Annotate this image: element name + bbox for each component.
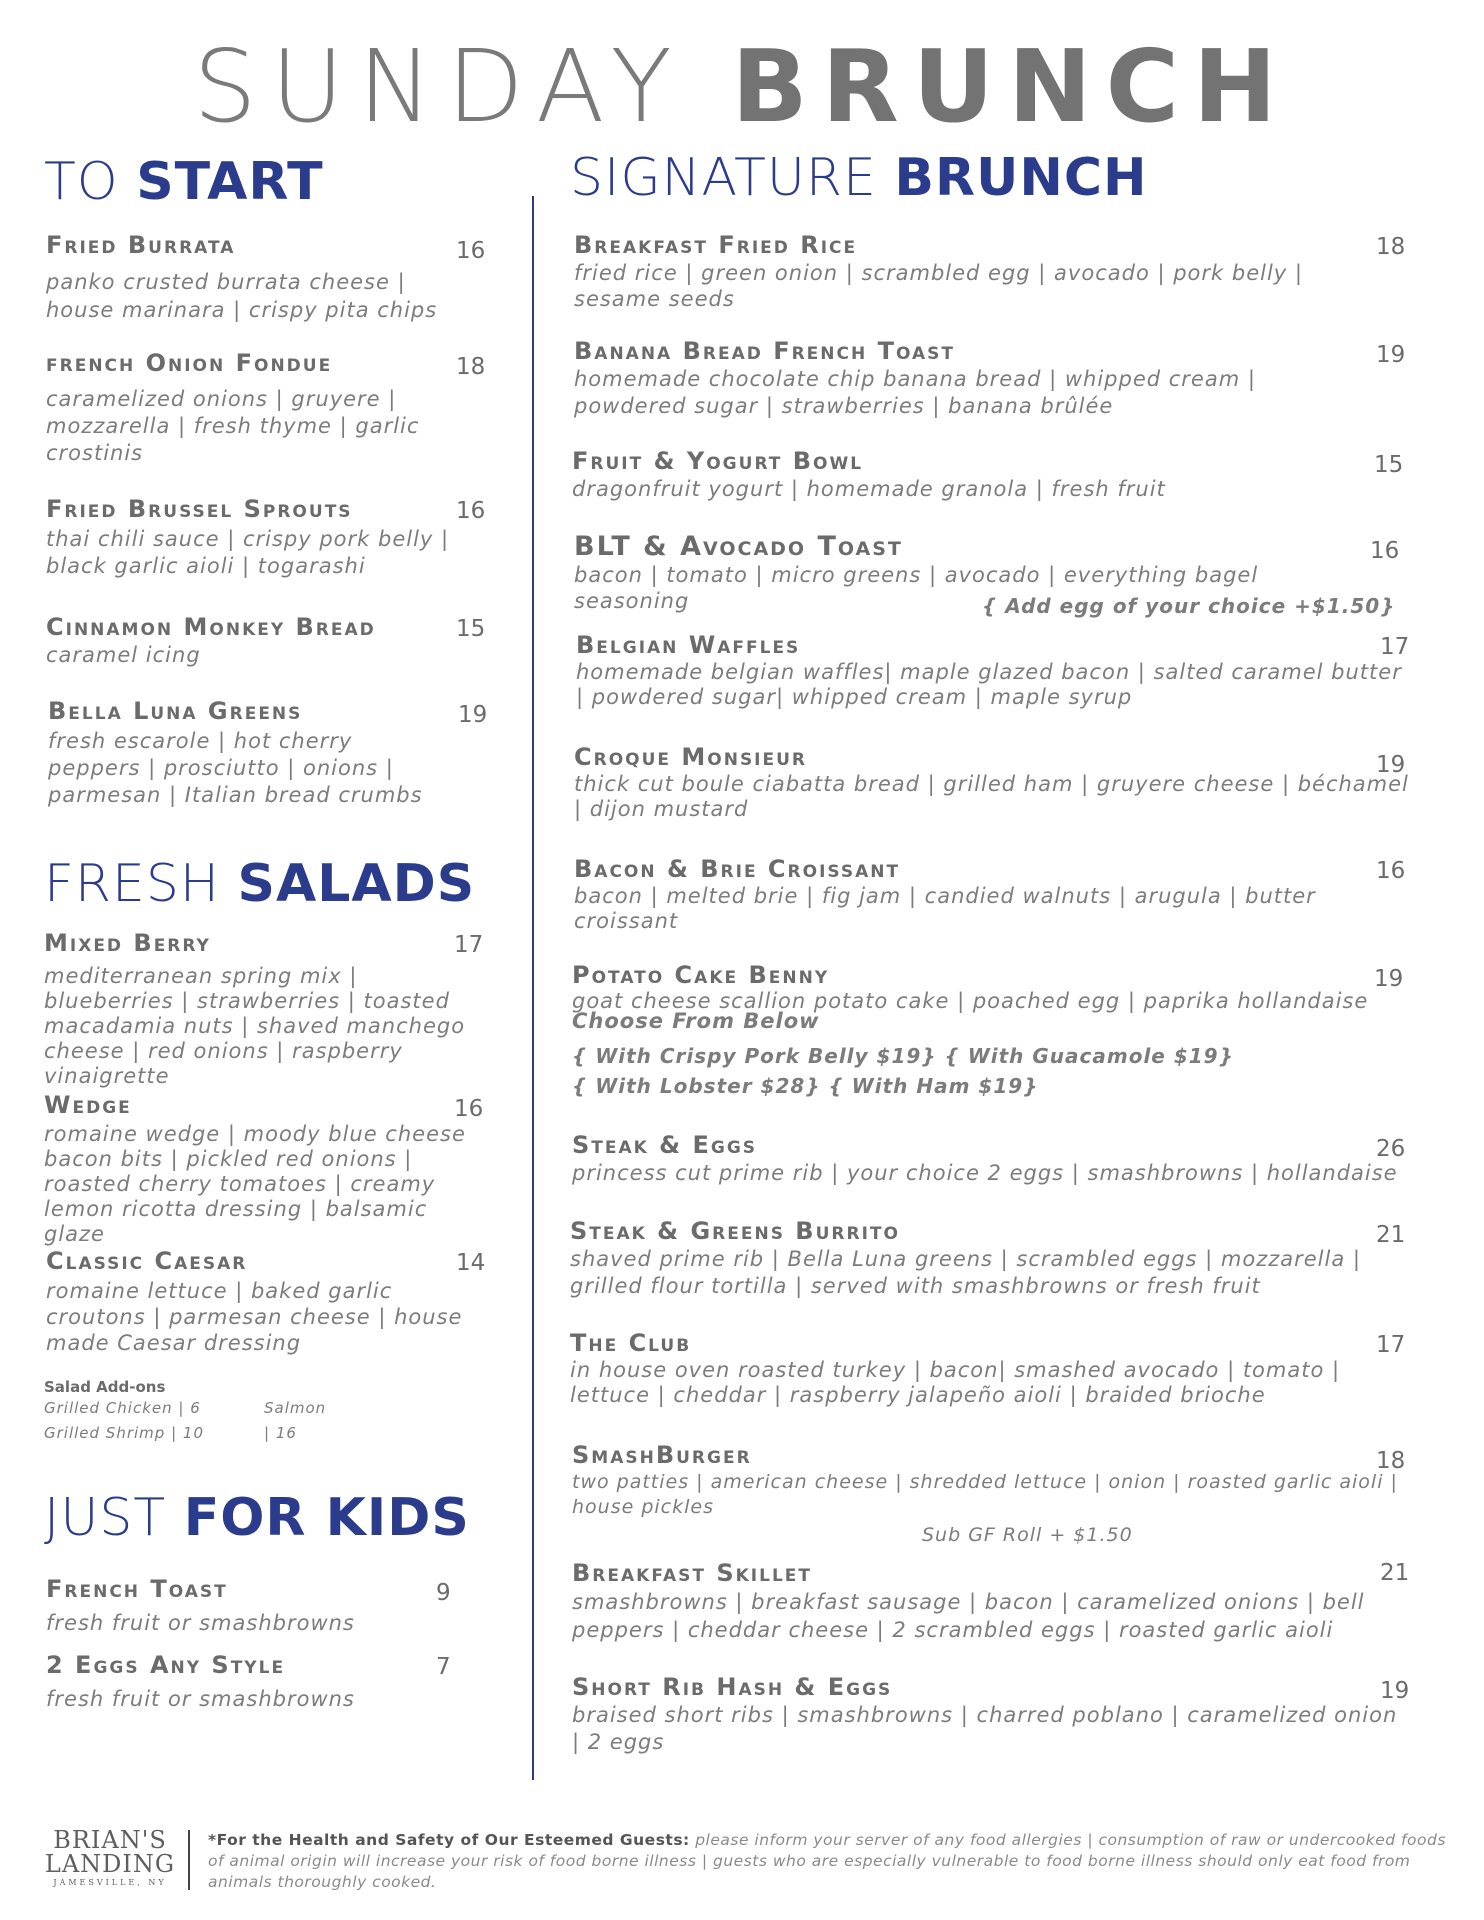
brians-landing-logo [40,1828,180,1887]
item-desc: homemade chocolate chip banana bread | whipped cream | powdered sugar | strawberries | banana brûlée [574,367,1256,418]
menu-item [574,336,1414,420]
item-name: 2 Eggs Any Style [46,1651,286,1679]
menu-item [46,494,486,580]
item-price: 19 [1376,342,1406,368]
item-options: { With Lobster $28} { With Ham $19} [572,1074,1039,1098]
logo-line: LANDING [44,1850,176,1878]
menu-item [48,696,488,809]
item-name: Belgian Waffles [576,631,801,659]
menu-item [572,1440,1412,1520]
item-desc: panko crusted burrata cheese | house marinara | crispy pita chips [46,270,438,322]
logo-line: BRIAN'S [53,1826,167,1854]
footer-divider [188,1830,190,1890]
item-name: French Toast [46,1575,228,1603]
menu-item [572,960,1412,1033]
item-note: Sub GF Roll + $1.50 [922,1524,1133,1546]
section-heading-to-start [44,152,324,212]
item-name: BLT & Avocado Toast [574,531,903,562]
item-name: Short Rib Hash & Eggs [572,1673,893,1701]
menu-item [46,348,486,467]
item-price: 18 [1376,234,1406,260]
item-price: 9 [436,1580,451,1606]
item-options: { With Crispy Pork Belly $19} { With Guacamole $19} [572,1044,1234,1068]
item-price: 19 [458,702,488,728]
addon-item: Grilled Chicken | 6 [44,1399,201,1417]
item-desc: fresh escarole | hot cherry peppers | prosciutto | onions | parmesan | Italian bread crumbs [48,729,423,807]
item-desc: in house oven roasted turkey | bacon| smashed avocado | tomato | lettuce | cheddar | raspberry jalapeño aioli | braided brioche [570,1358,1341,1407]
item-price: 16 [1376,858,1406,884]
item-name: Croque Monsieur [574,743,808,771]
title-light: SUNDAY [193,28,686,145]
item-name: Steak & Eggs [572,1131,758,1159]
item-price: 19 [1380,1678,1410,1704]
item-desc: two patties | american cheese | shredded lettuce | onion | roasted garlic aioli | house pickles [572,1471,1398,1518]
notice-lead: *For the Health and Safety of Our Esteemed Guests: [208,1831,690,1849]
item-price: 19 [1374,966,1404,992]
health-safety-notice [208,1830,1448,1893]
item-desc: goat cheese scallion potato cake | poached egg | paprika hollandaise [572,989,1369,1013]
item-name: Bacon & Brie Croissant [574,855,901,883]
item-name: SmashBurger [572,1441,752,1469]
section-heading-salads [44,854,475,914]
title-bold: BRUNCH [731,28,1291,145]
logo-line: JAMESVILLE, NY [53,1878,167,1887]
item-desc: smashbrowns | breakfast sausage | bacon | caramelized onions | bell peppers | cheddar cheese | 2 scrambled eggs | roasted garlic aioli [572,1590,1365,1642]
heading-bold: START [136,152,324,212]
item-desc: bacon | melted brie | fig jam | candied walnuts | arugula | butter croissant [574,884,1316,933]
heading-light: TO [44,152,119,212]
item-price: 16 [454,1096,484,1122]
item-price: 19 [1376,752,1406,778]
item-price: 18 [456,354,486,380]
heading-bold: SALADS [237,854,476,914]
item-name: Classic Caesar [46,1247,248,1275]
menu-item [572,446,1412,502]
item-price: 15 [456,616,486,642]
item-desc: thai chili sauce | crispy pork belly | black garlic aioli | togarashi [46,527,450,578]
item-name: Fried Brussel Sprouts [46,495,353,523]
item-name: Breakfast Skillet [572,1559,812,1587]
item-desc: romaine lettuce | baked garlic croutons | parmesan cheese | house made Caesar dressing [46,1279,463,1355]
item-desc: thick cut boule ciabatta bread | grilled ham | gruyere cheese | béchamel | dijon mustard [574,772,1409,821]
heading-bold: BRUNCH [894,148,1148,208]
menu-item [46,230,486,324]
item-price: 18 [1376,1448,1406,1474]
menu-item [46,1246,496,1356]
item-name: Fruit & Yogurt Bowl [572,447,864,475]
menu-item [570,1216,1410,1300]
item-name: french Onion Fondue [46,349,333,377]
menu-item [574,230,1414,312]
menu-item [574,742,1414,822]
item-price: 14 [456,1250,486,1276]
heading-light: JUST [44,1488,167,1548]
item-name: Banana Bread French Toast [574,337,955,365]
item-note: Choose From Below [572,1009,820,1033]
addons-title: Salad Add-ons [44,1378,166,1396]
item-desc: braised short ribs | smashbrowns | charred poblano | caramelized onion | 2 eggs [572,1703,1398,1754]
column-divider [532,196,534,1780]
item-name: Bella Luna Greens [48,697,303,725]
salad-addons [44,1378,327,1446]
menu-item [44,1090,494,1247]
menu-item [574,854,1414,934]
menu-item [46,1650,466,1712]
item-price: 16 [456,238,486,264]
item-name: The Club [570,1329,692,1357]
item-name: Potato Cake Benny [572,961,830,989]
section-heading-kids [44,1488,470,1548]
item-price: 17 [1380,634,1410,660]
item-price: 15 [1374,452,1404,478]
item-name: Breakfast Fried Rice [574,231,858,259]
item-desc: homemade belgian waffles| maple glazed bacon | salted caramel butter | powdered sugar| whipped cream | maple syrup [576,660,1402,709]
item-price: 17 [454,932,484,958]
item-desc: fresh fruit or smashbrowns [46,1611,355,1635]
item-desc: fried rice | green onion | scrambled egg | avocado | pork belly | sesame seeds [574,261,1303,311]
menu-item [44,928,494,1089]
page-title [0,28,1484,145]
item-price: 17 [1376,1332,1406,1358]
menu-item [572,1672,1412,1756]
heading-light: SIGNATURE [570,148,877,208]
item-desc: mediterranean spring mix | blueberries | strawberries | toasted macadamia nuts | shaved manchego cheese | red onions | raspberry vinaigrette [44,964,466,1088]
item-price: 26 [1376,1136,1406,1162]
menu-item [572,1130,1412,1186]
item-price: 21 [1380,1560,1410,1586]
menu-item [576,630,1416,710]
item-desc: dragonfruit yogurt | homemade granola | fresh fruit [572,477,1166,501]
item-price: 16 [456,498,486,524]
menu-item [46,612,486,668]
item-price: 21 [1376,1222,1406,1248]
item-name: Cinnamon Monkey Bread [46,613,376,641]
section-heading-signature [570,148,1148,208]
item-desc: caramel icing [46,643,201,667]
menu-item [570,1328,1410,1408]
item-note: { Add egg of your choice +$1.50} [982,594,1396,618]
item-desc: fresh fruit or smashbrowns [46,1687,355,1711]
item-name: Fried Burrata [46,231,236,259]
item-desc: shaved prime rib | Bella Luna greens | scrambled eggs | mozzarella | grilled flour tortilla | served with smashbrowns or fresh fruit [570,1247,1361,1298]
item-desc: princess cut prime rib | your choice 2 eggs | smashbrowns | hollandaise [572,1161,1398,1185]
item-name: Mixed Berry [44,929,211,957]
addon-item: Grilled Shrimp | 10 [44,1424,204,1442]
item-desc: bacon | tomato | micro greens | avocado | everything bagel seasoning [574,563,1259,613]
notice-text: please inform your server of any food allergies | consumption of raw or undercooked foods of animal origin will increase your risk of food borne illness | guests who are especially vulnerable to food borne illness should only eat food from animals thoroughly cooked. [208,1831,1446,1891]
item-price: 16 [1370,538,1400,564]
item-desc: romaine wedge | moody blue cheese bacon bits | pickled red onions | roasted cherry tomatoes | creamy lemon ricotta dressing | balsamic glaze [44,1122,466,1246]
heading-bold: FOR KIDS [183,1488,470,1548]
menu-item [46,1574,466,1636]
item-price: 7 [436,1654,451,1680]
item-name: Steak & Greens Burrito [570,1217,900,1245]
item-name: Wedge [44,1091,132,1119]
menu-item [572,1558,1412,1644]
addon-item: Salmon | 16 [264,1399,327,1442]
heading-light: FRESH [44,854,221,914]
item-desc: caramelized onions | gruyere | mozzarella | fresh thyme | garlic crostinis [46,387,420,465]
